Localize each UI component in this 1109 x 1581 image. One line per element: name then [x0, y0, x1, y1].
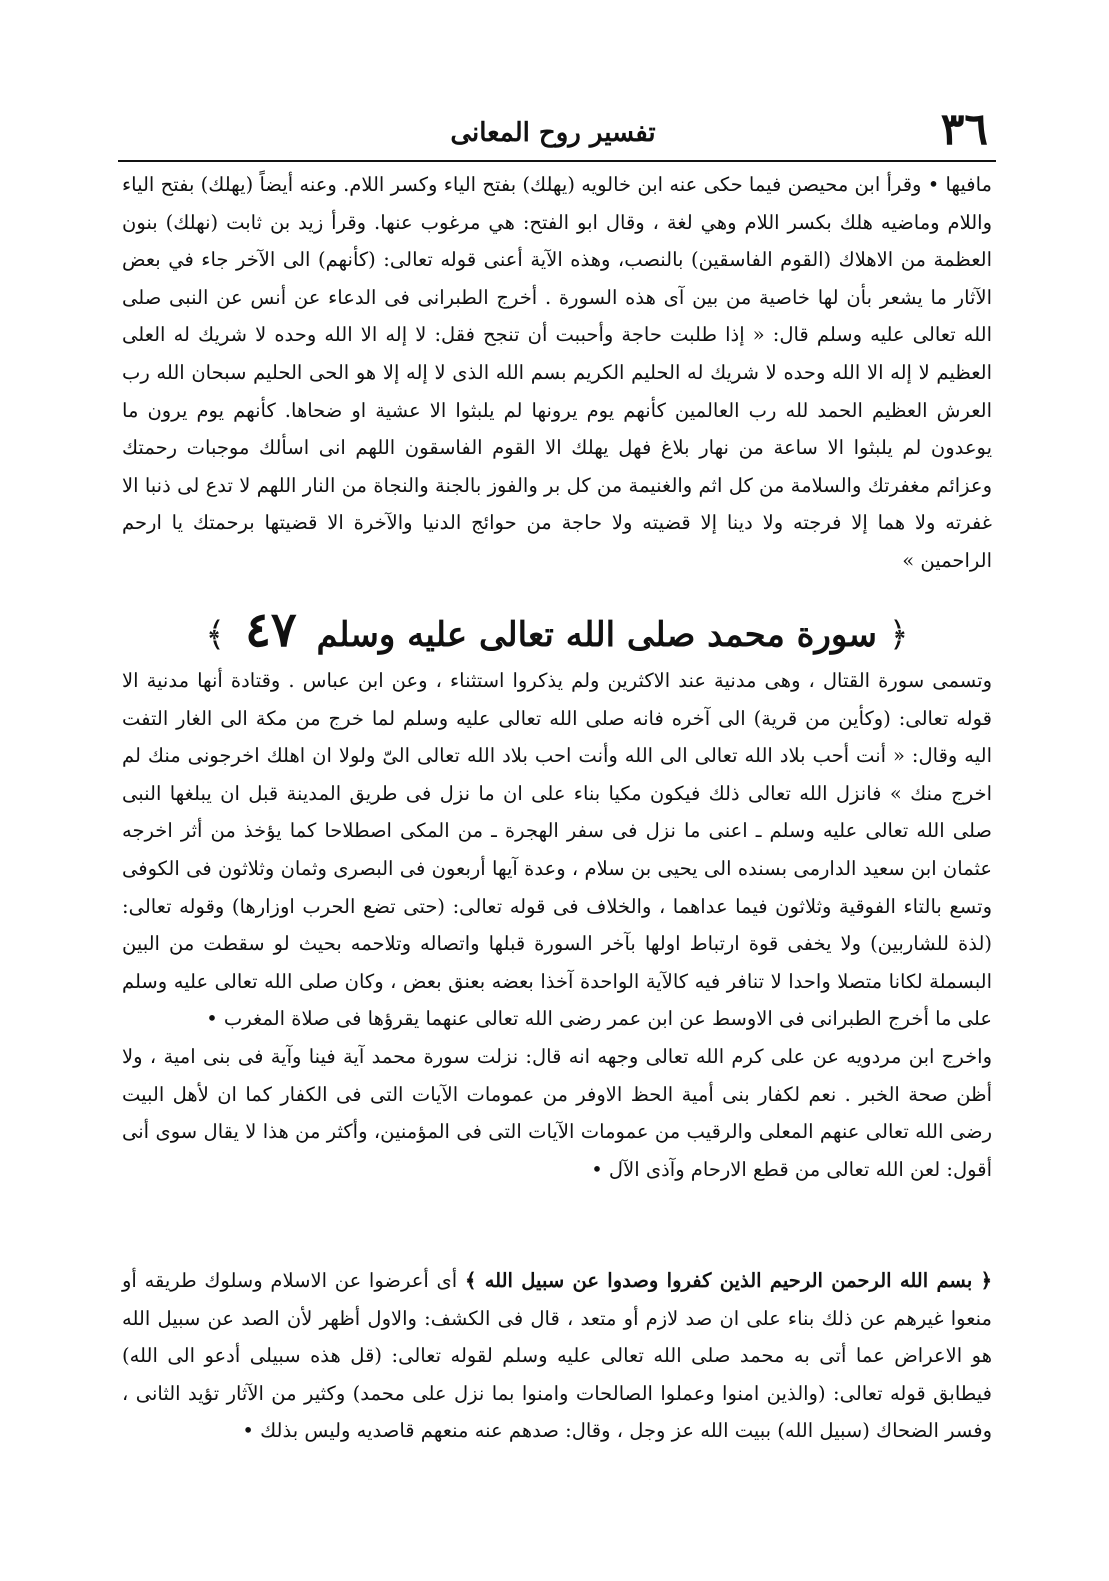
paragraph	[122, 1262, 992, 1450]
surah-title: سورة محمد صلى الله تعالى عليه وسلم	[316, 615, 877, 655]
surah-heading	[122, 598, 992, 662]
page-header	[118, 104, 988, 156]
header-divider	[118, 160, 996, 162]
ornate-brace-open: ﴿	[888, 615, 909, 655]
middle-text-block	[122, 662, 992, 1188]
paragraph: وتسمى سورة القتال ، وهى مدنية عند الاكثرين ولم يذكروا استثناء ، وعن ابن عباس . وقتادة أنها مدنية الا قوله تعالى: (وكأين من قرية) الى آخره فانه صلى الله تعالى عليه وسلم لما خرج من مكة الى الغار التفت اليه وقال: « أنت أحب بلاد الله تعالى الى الله وأنت احب بلاد الله تعالى الىّ ولولا ان اهلك اخرجونى منك لم اخرج منك » فانزل الله تعالى ذلك فيكون مكيا بناء على ان ما نزل فى طريق المدينة قبل ان يبلغها النبى صلى الله تعالى عليه وسلم ـ اعنى ما نزل فى سفر الهجرة ـ من المكى اصطلاحا كما يؤخذ من أثر اخرجه عثمان ابن سعيد الدارمى بسنده الى يحيى بن سلام ، وعدة آيها أربعون فى البصرى وثمان وثلاثون فى الكوفى وتسع بالتاء الفوقية وثلاثون فيما عداهما ، والخلاف فى قوله تعالى: (حتى تضع الحرب اوزارها) وقوله تعالى: (لذة للشاربين) ولا يخفى قوة ارتباط اولها بآخر السورة قبلها واتصاله وتلاحمه بحيث لو سقطت من البين البسملة لكانا متصلا واحدا لا تنافر فيه كالآية الواحدة آخذا بعضه بعنق بعض ، وكان صلى الله تعالى عليه وسلم على ما أخرج الطبرانى فى الاوسط عن ابن عمر رضى الله تعالى عنهما يقرؤها فى صلاة المغرب •	[122, 669, 992, 1031]
surah-number: ٤٧	[245, 602, 297, 658]
ornate-brace-close: ﴾	[205, 615, 226, 655]
top-text-block	[122, 166, 992, 580]
paragraph: واخرج ابن مردويه عن على كرم الله تعالى وجهه انه قال: نزلت سورة محمد آية فينا وآية فى بنى امية ، ولا أظن صحة الخبر . نعم لكفار بنى أمية الحظ الاوفر من عمومات الآيات التى فى الكفار كما ان لأهل البيت رضى الله تعالى عنهم المعلى والرقيب من عمومات الآيات التى فى المؤمنين، وأكثر من هذا لا يقال سوى أنى أقول: لعن الله تعالى من قطع الارحام وآذى الآل •	[122, 1044, 992, 1181]
commentary-text: أى أعرضوا عن الاسلام وسلوك طريقه أو منعوا غيرهم عن ذلك بناء على ان صد لازم أو متعد ، قال فى الكشف: والاول أظهر لأن الصد عن سبيل الله هو الاعراض عما أتى به محمد صلى الله تعالى عليه وسلم لقوله تعالى: (قل هذه سبيلى أدعو الى الله) فيطابق قوله تعالى: (والذين امنوا وعملوا الصالحات وامنوا بما نزل على محمد) وكثير من الآثار تؤيد الثانى ، وفسر الضحاك (سبيل الله) ببيت الله عز وجل ، وقال: صدهم عنه منعهم قاصديه وليس بذلك •	[122, 1269, 992, 1443]
paragraph: مافيها • وقرأ ابن محيصن فيما حكى عنه ابن خالويه (يهلك) بفتح الياء وكسر اللام. وعنه أيضاً (يهلك) بفتح الياء واللام وماضيه هلك بكسر اللام وهي لغة ، وقال ابو الفتح: هي مرغوب عنها. وقرأ زيد بن ثابت (نهلك) بنون العظمة من الاهلاك (القوم الفاسقين) بالنصب، وهذه الآية أعنى قوله تعالى: (كأنهم) الى الآخر جاء في بعض الآثار ما يشعر بأن لها خاصية من بين آى هذه السورة . أخرج الطبرانى فى الدعاء عن أنس عن النبى صلى الله تعالى عليه وسلم قال: « إذا طلبت حاجة وأحببت أن تنجح فقل: لا إله الا الله وحده لا شريك له العلى العظيم لا إله الا الله وحده لا شريك له الحليم الكريم بسم الله الذى لا إله إلا هو الحى الحليم سبحان الله رب العرش العظيم الحمد لله رب العالمين كأنهم يوم يرونها لم يلبثوا الا عشية او ضحاها. كأنهم يوم يرون ما يوعدون لم يلبثوا الا ساعة من نهار بلاغ فهل يهلك الا القوم الفاسقون اللهم انى اسألك موجبات رحمتك وعزائم مغفرتك والسلامة من كل اثم والغنيمة من كل بر والفوز بالجنة والنجاة من النار اللهم لا تدع لى ذنبا الا غفرته ولا هما إلا فرجته ولا دينا إلا قضيته ولا حاجة من حوائج الدنيا والآخرة الا قضيتها برحمتك يا ارحم الراحمين »	[122, 173, 992, 572]
bottom-text-block	[122, 1262, 992, 1450]
page-number: ٣٦	[940, 104, 988, 155]
book-title: تفسير روح المعانى	[450, 118, 656, 148]
quran-verse-quote: ﴿ بسم الله الرحمن الرحيم الذين كفروا وصدوا عن سبيل الله ﴾	[464, 1269, 993, 1292]
